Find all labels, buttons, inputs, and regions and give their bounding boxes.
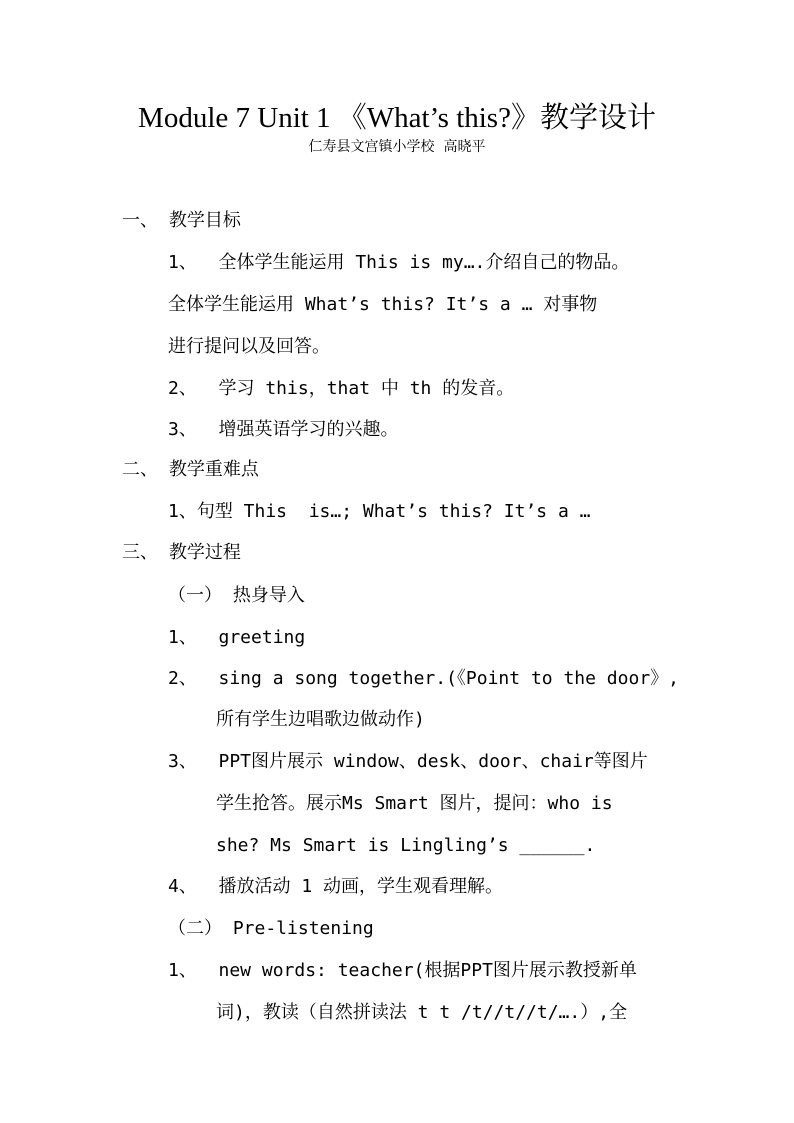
objective-item-continued: 全体学生能运用 What’s this? It’s a … 对事物 (168, 294, 598, 315)
key-point-item: 1、句型 This is…; What’s this? It’s a … (168, 501, 591, 522)
objective-item: 1、 全体学生能运用 This is my….介绍自己的物品。 (168, 252, 630, 273)
section-heading-process: 三、 教学过程 (122, 542, 241, 563)
objective-item: 2、 学习 this，that 中 th 的发音。 (168, 378, 515, 399)
process-step: 1、 greeting (168, 627, 306, 648)
process-step: 2、 sing a song together.(《Point to the door》, (168, 668, 679, 689)
process-step: 4、 播放活动 1 动画，学生观看理解。 (168, 876, 504, 897)
process-step: 1、 new words: teacher(根据PPT图片展示教授新单 (168, 960, 637, 981)
subsection-heading-warmup: （一） 热身导入 (168, 585, 305, 606)
section-heading-objectives: 一、 教学目标 (122, 210, 241, 231)
process-step-continued: 所有学生边唱歌边做动作) (216, 709, 425, 730)
author-line: 仁寿县文宫镇小学校 高晓平 (308, 139, 486, 155)
objective-item-continued: 进行提问以及回答。 (168, 336, 330, 357)
document-title: Module 7 Unit 1 《What’s this?》教学设计 (138, 102, 656, 134)
objective-item: 3、 增强英语学习的兴趣。 (168, 419, 399, 440)
subsection-heading-prelistening: （二） Pre-listening (168, 918, 374, 939)
section-heading-key-points: 二、 教学重难点 (122, 459, 259, 480)
process-step-continued: 词)，教读（自然拼读法 t t /t//t//t/….）,全 (216, 1002, 628, 1023)
process-step-continued: 学生抢答。展示Ms Smart 图片，提问：who is (216, 793, 613, 814)
process-step: 3、 PPT图片展示 window、desk、door、chair等图片 (168, 751, 648, 772)
process-step-continued: she? Ms Smart is Lingling’s ______. (216, 835, 596, 856)
